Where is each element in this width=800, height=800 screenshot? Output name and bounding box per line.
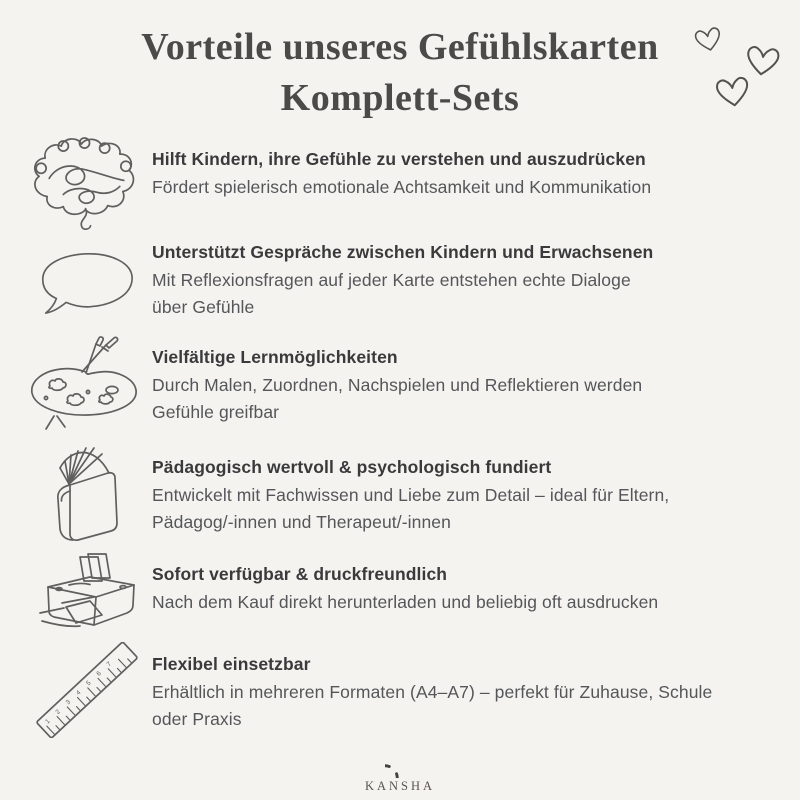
svg-text:2: 2 [54, 708, 62, 716]
benefit-heading: Flexibel einsetzbar [152, 654, 311, 674]
benefit-heading: Unterstützt Gespräche zwischen Kindern und Erwachsenen [152, 242, 654, 262]
benefit-item [152, 562, 777, 616]
benefit-description-line: Nach dem Kauf direkt herunterladen und beliebig oft ausdrucken [152, 592, 659, 612]
benefit-description-line: Fördert spielerisch emotionale Achtsamkeit und Kommunikation [152, 177, 652, 197]
benefit-description-line: Gefühle greifbar [152, 402, 280, 422]
benefit-item [152, 345, 777, 426]
page-title-line-2: Komplett-Sets [280, 77, 520, 119]
speech-bubble-icon [36, 249, 138, 319]
benefit-description-line: über Gefühle [152, 297, 255, 317]
page-title-line-1: Vorteile unseres Gefühlskarten [141, 26, 659, 68]
benefit-description-line: Pädagog/-innen und Therapeut/-innen [152, 512, 451, 532]
benefit-item [152, 240, 777, 321]
brand-footer [0, 747, 800, 794]
benefit-description-line: Entwickelt mit Fachwissen und Liebe zum Detail – ideal für Eltern, [152, 485, 670, 505]
svg-text:3: 3 [64, 698, 73, 707]
benefit-description-line: oder Praxis [152, 709, 242, 729]
brain-icon [27, 136, 140, 232]
benefit-item [152, 147, 777, 201]
benefit-item [152, 455, 777, 536]
book-icon [46, 441, 134, 548]
svg-text:6: 6 [95, 670, 103, 678]
enso-circle-icon [385, 747, 416, 778]
benefit-heading: Hilft Kindern, ihre Gefühle zu verstehen und auszudrücken [152, 149, 646, 169]
benefit-description-line: Mit Reflexionsfragen auf jeder Karte entstehen echte Dialoge [152, 270, 631, 290]
svg-text:4: 4 [74, 689, 83, 697]
heart-icon [712, 74, 754, 112]
paint-palette-icon [26, 336, 144, 434]
printer-icon [36, 551, 144, 635]
svg-text:1: 1 [44, 717, 52, 726]
page-title [0, 22, 800, 124]
benefit-heading: Vielfältige Lernmöglichkeiten [152, 347, 398, 367]
svg-text:7: 7 [105, 660, 114, 669]
benefit-description-line: Durch Malen, Zuordnen, Nachspielen und Reflektieren werden [152, 375, 643, 395]
benefit-heading: Pädagogisch wertvoll & psychologisch fundiert [152, 457, 552, 477]
benefit-item [152, 652, 777, 733]
benefit-description-line: Erhältlich in mehreren Formaten (A4–A7) – perfekt für Zuhause, Schule [152, 682, 713, 702]
benefit-heading: Sofort verfügbar & druckfreundlich [152, 564, 448, 584]
brand-name: KANSHA [364, 779, 436, 793]
ruler-icon [36, 642, 138, 738]
svg-text:5: 5 [85, 679, 93, 688]
